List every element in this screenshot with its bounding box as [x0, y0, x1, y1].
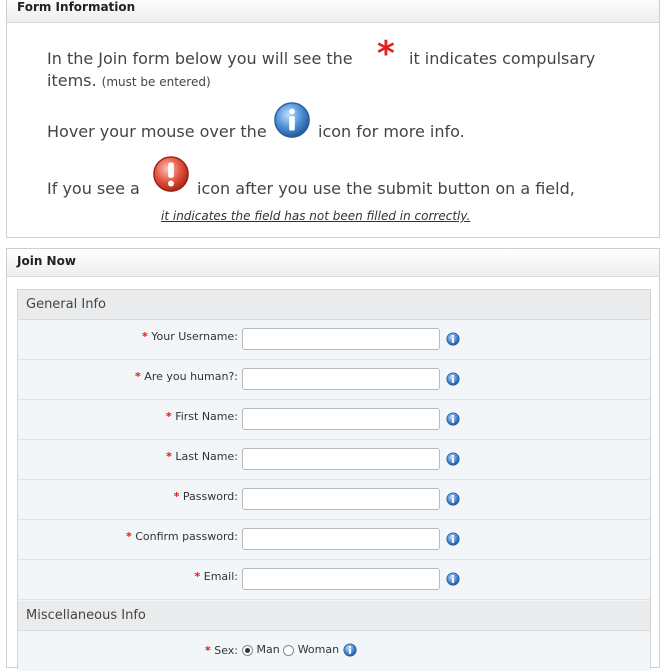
info-icon[interactable]: [446, 412, 460, 426]
info-line-required-before: In the Join form below you will see the: [47, 49, 353, 68]
first-name-input[interactable]: [242, 408, 440, 430]
info-icon[interactable]: [343, 643, 357, 657]
info-icon[interactable]: [446, 332, 460, 346]
email-input[interactable]: [242, 568, 440, 590]
email-label: Email:: [203, 570, 238, 583]
email-label-wrap: [195, 570, 239, 583]
misc-info-heading: Miscellaneous Info: [18, 601, 650, 631]
info-line-items-small: (must be entered): [101, 75, 211, 89]
required-mark: *: [135, 370, 141, 383]
required-mark: *: [173, 490, 180, 503]
human-check-input[interactable]: [242, 368, 440, 390]
first-name-label: First Name:: [175, 410, 238, 423]
info-line-required-after-wrap: [409, 49, 595, 68]
confirm-password-label: Confirm password:: [135, 530, 238, 543]
sex-options: [242, 643, 357, 657]
password-label: Password:: [182, 490, 238, 503]
info-line-hover-after-wrap: [318, 122, 465, 141]
info-line-hover-after: icon for more info.: [318, 122, 465, 141]
join-now-panel: [6, 248, 660, 668]
last-name-input[interactable]: [242, 448, 440, 470]
confirm-password-label-wrap: [126, 530, 238, 543]
required-mark: *: [165, 410, 172, 423]
form-row-sex: [18, 631, 650, 671]
human-label-wrap: [135, 370, 238, 383]
form-information-title: Form Information: [7, 0, 659, 23]
confirm-password-input[interactable]: [242, 528, 440, 550]
info-icon[interactable]: [446, 452, 460, 466]
password-label-wrap: [174, 490, 238, 503]
info-line-items-text: items.: [47, 71, 97, 90]
required-mark: *: [141, 330, 148, 343]
required-mark: *: [194, 570, 201, 583]
sex-radio-man[interactable]: [242, 645, 253, 656]
info-line-required: [47, 49, 353, 68]
form-row-email: [18, 560, 650, 600]
form-row-first-name: [18, 400, 650, 440]
info-line-error-before: If you see a: [47, 179, 140, 198]
info-line-items: [47, 71, 211, 90]
form-row-password: [18, 480, 650, 520]
username-input[interactable]: [242, 328, 440, 350]
info-line-hover-before: Hover your mouse over the: [47, 122, 267, 141]
info-line-error-after: icon after you use the submit button on a field,: [197, 179, 575, 198]
last-name-label-wrap: [166, 450, 238, 463]
sex-label-wrap: [205, 644, 238, 657]
required-mark: *: [166, 450, 172, 463]
info-icon[interactable]: [446, 572, 460, 586]
join-form: [17, 289, 651, 669]
username-label: Your Username:: [151, 330, 238, 343]
form-row-human: [18, 360, 650, 400]
human-label: Are you human?:: [144, 370, 238, 383]
form-row-username: [18, 320, 650, 360]
general-info-heading: General Info: [18, 290, 650, 320]
info-icon-large: [273, 101, 311, 139]
form-row-confirm-password: [18, 520, 650, 560]
info-icon[interactable]: [446, 532, 460, 546]
form-information-panel: [6, 0, 660, 238]
info-line-hover: [47, 122, 267, 141]
info-line-error: [47, 179, 140, 198]
info-line-required-after: it indicates compulsary: [409, 49, 596, 68]
info-icon[interactable]: [446, 492, 460, 506]
sex-label: Sex:: [214, 644, 238, 657]
sex-option-woman-label: Woman: [297, 643, 340, 656]
required-mark: *: [125, 530, 132, 543]
error-icon-large: [152, 155, 190, 193]
sex-option-man-label: Man: [256, 643, 280, 656]
info-icon[interactable]: [446, 372, 460, 386]
required-star-icon: *: [377, 34, 395, 74]
sex-radio-woman[interactable]: [283, 645, 294, 656]
required-mark: *: [204, 644, 211, 657]
password-input[interactable]: [242, 488, 440, 510]
first-name-label-wrap: [166, 410, 238, 423]
error-note: it indicates the field has not been filled in correctly.: [161, 209, 471, 223]
username-label-wrap: [142, 330, 238, 343]
join-now-title: Join Now: [7, 249, 659, 277]
last-name-label: Last Name:: [175, 450, 238, 463]
info-line-error-after-wrap: [197, 179, 575, 198]
form-row-last-name: [18, 440, 650, 480]
